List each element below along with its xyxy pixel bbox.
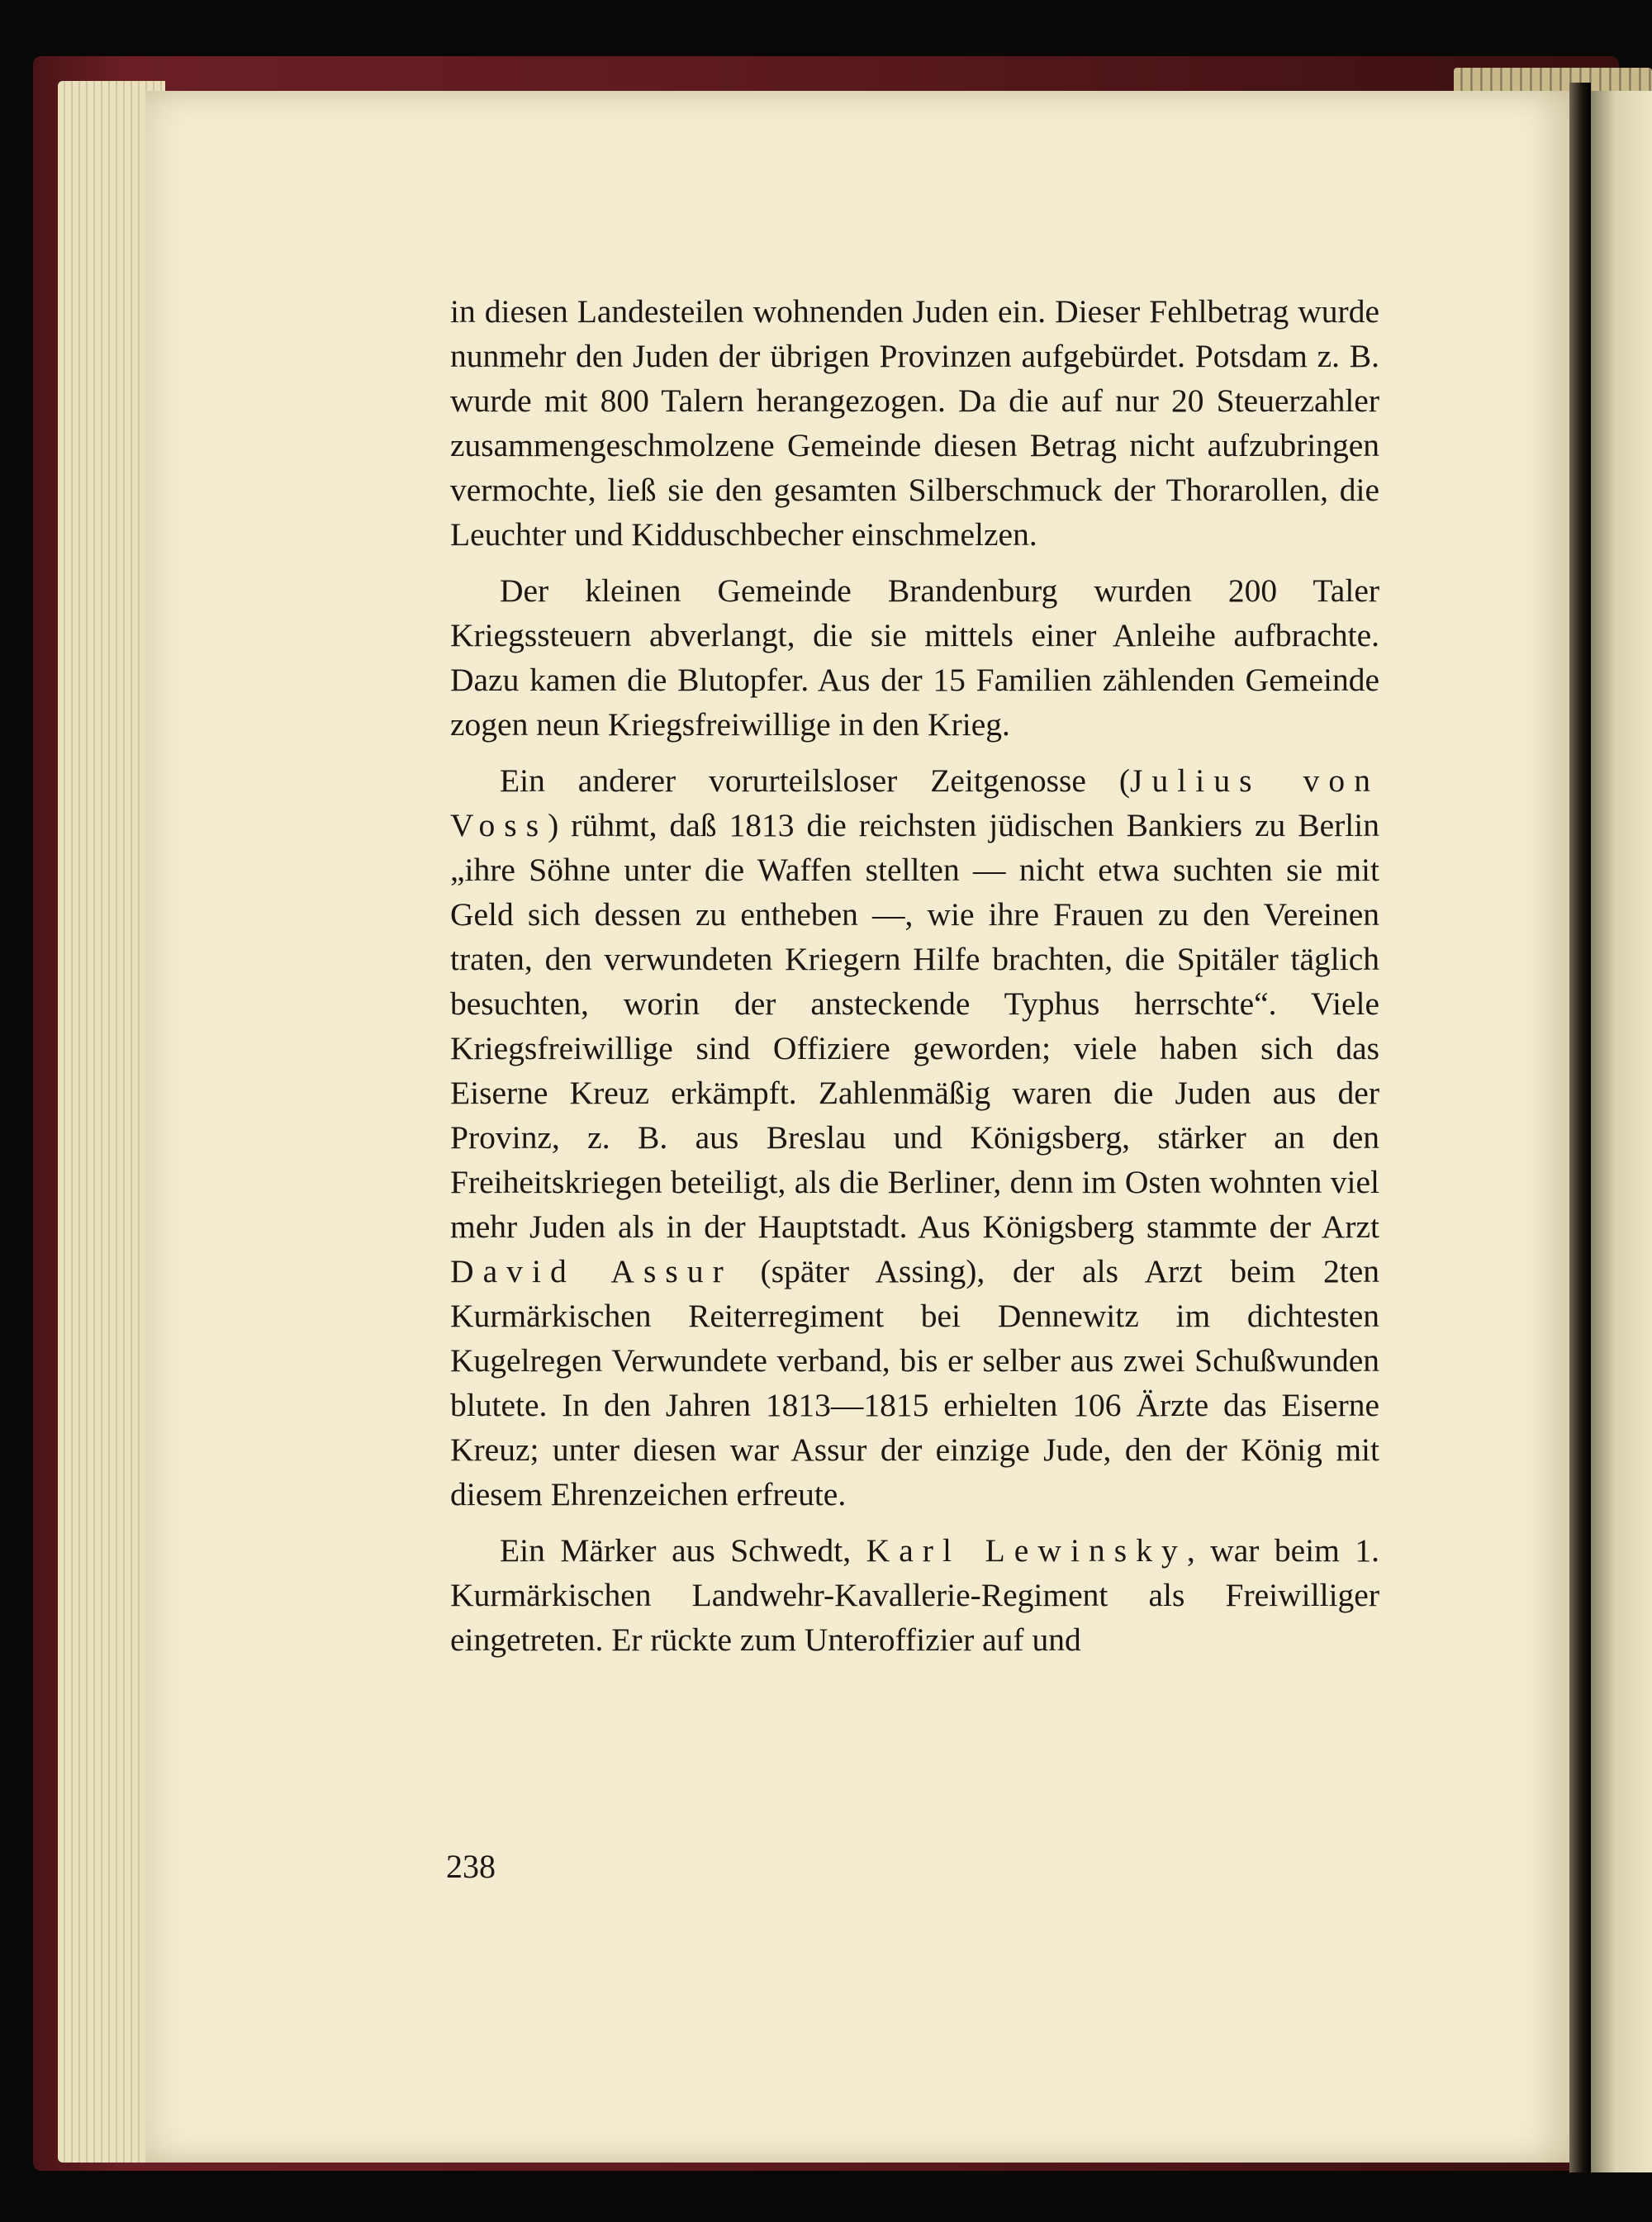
paragraph-2 [450,568,1379,747]
text-segment: Ein Märker aus Schwedt, [500,1532,866,1569]
paragraph-4 [450,1528,1379,1662]
page-number: 238 [446,1848,496,1885]
book-gutter [1569,83,1591,2172]
spaced-name-karl-lewinsky: Karl Lewinsky [866,1532,1187,1569]
text-segment: , war beim 1. Kurmärkischen Landwehr-Kavallerie-Regiment als Freiwilliger eingetreten. Er rückte zum Unteroffizier auf und [450,1532,1379,1658]
text-segment: Ein anderer vorurteilsloser Zeitgenosse ( [500,762,1131,799]
text-segment: ) rühmt, daß 1813 die reichsten jüdischen Bankiers zu Berlin „ihre Söhne unter die Waffen stellten — nicht etwa suchten sie mit Geld sich dessen zu entheben —, wie ihre Frauen zu den Vereinen traten, den verwundeten Kriegern Hilfe brachten, die Spitäler täglich besuchten, worin der ansteckende Typhus herrschte“. Viele Kriegsfreiwillige sind Offiziere geworden; viele haben sich das Eiserne Kreuz erkämpft. Zahlenmäßig waren die Juden aus der Provinz, z. B. aus Breslau und Königsberg, stärker an den Freiheitskriegen beteiligt, als die Berliner, denn im Osten wohnten viel mehr Juden als in der Hauptstadt. Aus Königsberg stammte der Arzt [450,807,1379,1245]
spaced-name-david-assur: David Assur [450,1253,733,1289]
body-text [450,289,1379,1662]
text-segment: in diesen Landesteilen wohnenden Juden ein. Dieser Fehlbetrag wurde nunmehr den Juden der übrigen Provinzen aufgebürdet. Potsdam z. B. wurde mit 800 Talern herangezogen. Da die auf nur 20 Steuerzahler zusammengeschmolzene Gemeinde diesen Betrag nicht aufzubringen vermochte, ließ sie den gesamten Silberschmuck der Thorarollen, die Leuchter und Kidduschbecher einschmelzen. [450,293,1379,553]
paragraph-1 [450,289,1379,557]
text-segment: Der kleinen Gemeinde Brandenburg wurden 200 Taler Kriegssteuern abverlangt, die sie mittels einer Anleihe aufbrachte. Dazu kamen die Blutopfer. Aus der 15 Familien zählenden Gemeinde zogen neun Kriegsfreiwillige in den Krieg. [450,572,1379,743]
text-segment: (später Assing), der als Arzt beim 2ten Kurmärkischen Reiterregiment bei Dennewitz im dichtesten Kugelregen Verwundete verband, bis er selber aus zwei Schußwunden blutete. In den Jahren 1813—1815 erhielten 106 Ärzte das Eiserne Kreuz; unter diesen war Assur der einzige Jude, den der König mit diesem Ehrenzeichen erfreute. [450,1253,1380,1512]
paragraph-3 [450,758,1379,1517]
facing-page [1591,91,1652,2172]
spaced-name-julius-von-voss: Julius von Voss [450,762,1379,843]
